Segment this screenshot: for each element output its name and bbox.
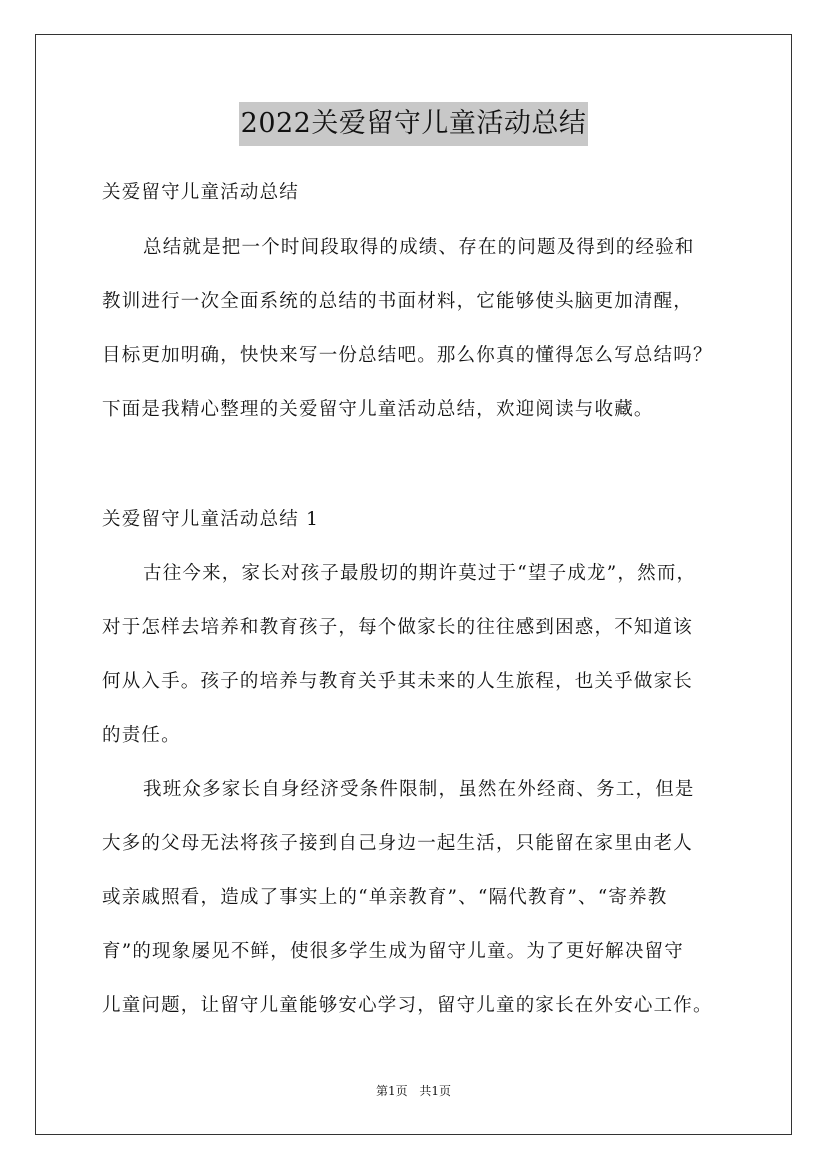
- paragraph-line: 或亲戚照看，造成了事实上的“单亲教育”、“隔代教育”、“寄养教: [102, 887, 668, 908]
- page-total: 共1页: [419, 1084, 452, 1098]
- page-number: 第1页: [375, 1084, 408, 1098]
- heading: 关爱留守儿童活动总结: [102, 182, 300, 203]
- paragraph-line: 的责任。: [102, 725, 181, 746]
- paragraph-line: 儿童问题，让留守儿童能够安心学习，留守儿童的家长在外安心工作。: [102, 995, 713, 1016]
- intro-line: 目标更加明确，快快来写一份总结吧。那么你真的懂得怎么写总结吗？: [102, 345, 713, 366]
- document-title: 2022关爱留守儿童活动总结: [239, 102, 589, 146]
- paragraph-line: 古往今来，家长对孩子最殷切的期许莫过于“望子成龙”，然而，: [143, 563, 697, 584]
- paragraph-line: 育”的现象屡见不鲜，使很多学生成为留守儿童。为了更好解决留守: [102, 941, 684, 962]
- paragraph-line: 我班众多家长自身经济受条件限制，虽然在外经商、务工，但是: [143, 779, 695, 800]
- page-footer: [0, 1083, 827, 1099]
- paragraph-line: 何从入手。孩子的培养与教育关乎其未来的人生旅程，也关乎做家长: [102, 671, 694, 692]
- intro-line: 下面是我精心整理的关爱留守儿童活动总结，欢迎阅读与收藏。: [102, 399, 654, 420]
- section-heading: 关爱留守儿童活动总结 1: [102, 509, 320, 530]
- paragraph-line: 大多的父母无法将孩子接到自己身边一起生活，只能留在家里由老人: [102, 833, 694, 854]
- intro-line: 总结就是把一个时间段取得的成绩、存在的问题及得到的经验和: [143, 237, 695, 258]
- paragraph-line: 对于怎样去培养和教育孩子，每个做家长的往往感到困惑，不知道该: [102, 617, 694, 638]
- intro-line: 教训进行一次全面系统的总结的书面材料，它能够使头脑更加清醒，: [102, 291, 694, 312]
